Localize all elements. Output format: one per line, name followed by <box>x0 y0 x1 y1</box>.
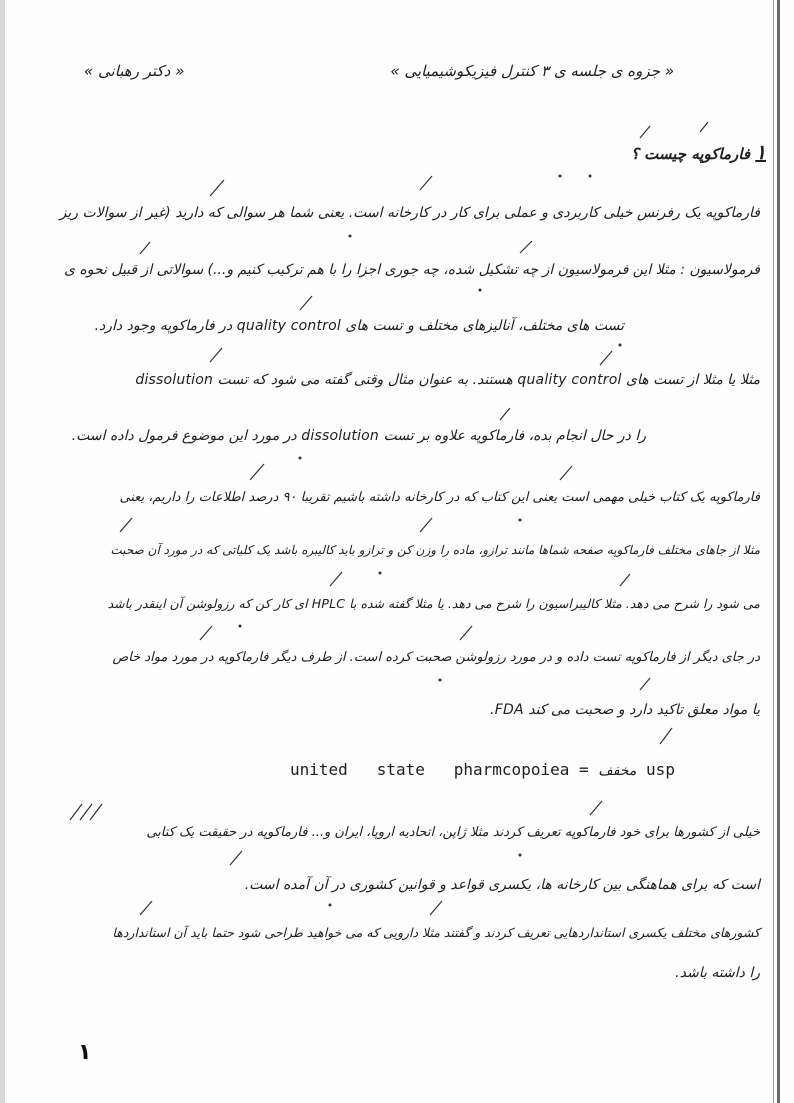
accent-stroke <box>600 351 612 365</box>
dot <box>329 904 332 907</box>
paragraph-1-line-2: فرمولاسیون : مثلا این فرمولاسیون از چه تشکیل شده، چه جوری اجزا را با هم ترکیب کنیم و...) سوالاتی از قبیل نحوه ی <box>64 262 760 278</box>
dot <box>379 572 382 575</box>
paragraph-3-line-3: کشورهای مختلف یکسری استانداردهایی تعریف کردند و گفتند مثلا دارویی که می خواهید طراحی شود حتما باید آن استانداردها <box>112 925 760 940</box>
dot <box>299 457 302 460</box>
dot <box>559 175 562 178</box>
accent-stroke <box>420 518 432 532</box>
dot <box>479 289 482 292</box>
header-author: « دکتر رهبانی » <box>84 62 185 80</box>
page-number: ۱ <box>78 1040 92 1065</box>
accent-stroke <box>640 678 650 690</box>
dot <box>519 519 522 522</box>
paragraph-3-line-4: را داشته باشد. <box>675 965 760 981</box>
dot <box>619 344 622 347</box>
dot <box>349 235 352 238</box>
accent-stroke <box>520 241 532 253</box>
paragraph-2-line-4: در جای دیگر از فارماکوپه تست داده و در مورد رزولوشن صحبت کرده است. از طرف دیگر فارماکوپه در مورد مواد خاص <box>112 650 760 665</box>
dot <box>439 679 442 682</box>
paragraph-3-line-1: خیلی از کشورها برای خود فارماکوپه تعریف کردند مثلا ژاپن، اتحادیه اروپا، ایران و... فارماکوپه در حقیقت یک کتابی <box>146 825 760 840</box>
usp-abbrev: usp <box>646 760 675 779</box>
paragraph-2-line-5: یا مواد معلق تاکید دارد و صحبت می کند FDA. <box>490 702 760 718</box>
dot <box>239 625 242 628</box>
accent-stroke <box>140 901 152 915</box>
section-title: فارماکوپه چیست ؟ <box>631 145 751 163</box>
accent-stroke <box>70 804 102 820</box>
accent-stroke <box>660 728 672 744</box>
accent-stroke <box>230 851 242 865</box>
usp-persian: مخفف <box>598 763 637 779</box>
paragraph-2-line-1: فارماکوپه یک کتاب خیلی مهمی است یعنی این کتاب که در کارخانه داشته باشیم تقریبا ۹۰ درصد اطلاعات را داریم، یعنی <box>119 490 760 505</box>
accent-stroke <box>140 242 150 254</box>
dot <box>589 175 592 178</box>
paragraph-3-line-2: است که برای هماهنگی بین کارخانه ها، یکسری قواعد و قوانین کشوری در آن آمده است. <box>244 877 760 893</box>
accent-stroke <box>460 626 472 640</box>
usp-english: united state pharmcopoiea <box>290 760 570 779</box>
accent-stroke <box>300 296 312 310</box>
paragraph-1-line-4: مثلا یا مثلا از تست های quality control هستند. به عنوان مثال وقتی گفته می شود که تست dissolution <box>135 372 760 388</box>
usp-equals: = <box>579 760 589 779</box>
paragraph-1-line-1: فارماکوپه یک رفرنس خیلی کاربردی و عملی برای کار در کارخانه است. یعنی شما هر سوالی که دارید (غیر از سوالات ریز <box>59 205 760 221</box>
accent-stroke <box>210 348 222 362</box>
accent-stroke <box>590 801 602 815</box>
accent-stroke <box>200 626 212 640</box>
accent-stroke <box>120 518 132 532</box>
accent-stroke <box>420 176 432 190</box>
accent-stroke <box>700 122 708 132</box>
dot <box>519 854 522 857</box>
paragraph-2-line-2: مثلا از جاهای مختلف فارماکوپه صفحه شماها مانند ترازو، ماده را وزن کن و ترازو باید کالیبره باشد یک کلیاتی که در مورد آن صحبت <box>110 543 760 557</box>
paragraph-2-line-3: می شود را شرح می دهد. مثلا کالیبراسیون را شرح می دهد. یا مثلا گفته شده با HPLC ای کار کن که رزولوشن آن اینقدر باشد <box>107 596 760 611</box>
accent-stroke <box>620 574 630 586</box>
header-title: « جزوه ی جلسه ی ۳ کنترل فیزیکوشیمیایی » <box>390 62 674 80</box>
accent-stroke <box>330 572 342 586</box>
accent-stroke <box>430 901 442 915</box>
accent-stroke <box>500 408 510 420</box>
paragraph-1-line-5: را در حال انجام بده، فارماکوپه علاوه بر تست dissolution در مورد این موضوع فرمول داده است. <box>71 428 646 444</box>
paragraph-1-line-3: تست های مختلف، آنالیزهای مختلف و تست های quality control در فارماکوپه وجود دارد. <box>94 318 624 334</box>
accent-stroke <box>250 464 264 480</box>
section-number: ۱ <box>755 140 766 164</box>
accent-stroke <box>640 126 650 138</box>
accent-stroke <box>210 180 224 196</box>
accent-stroke <box>560 466 572 480</box>
